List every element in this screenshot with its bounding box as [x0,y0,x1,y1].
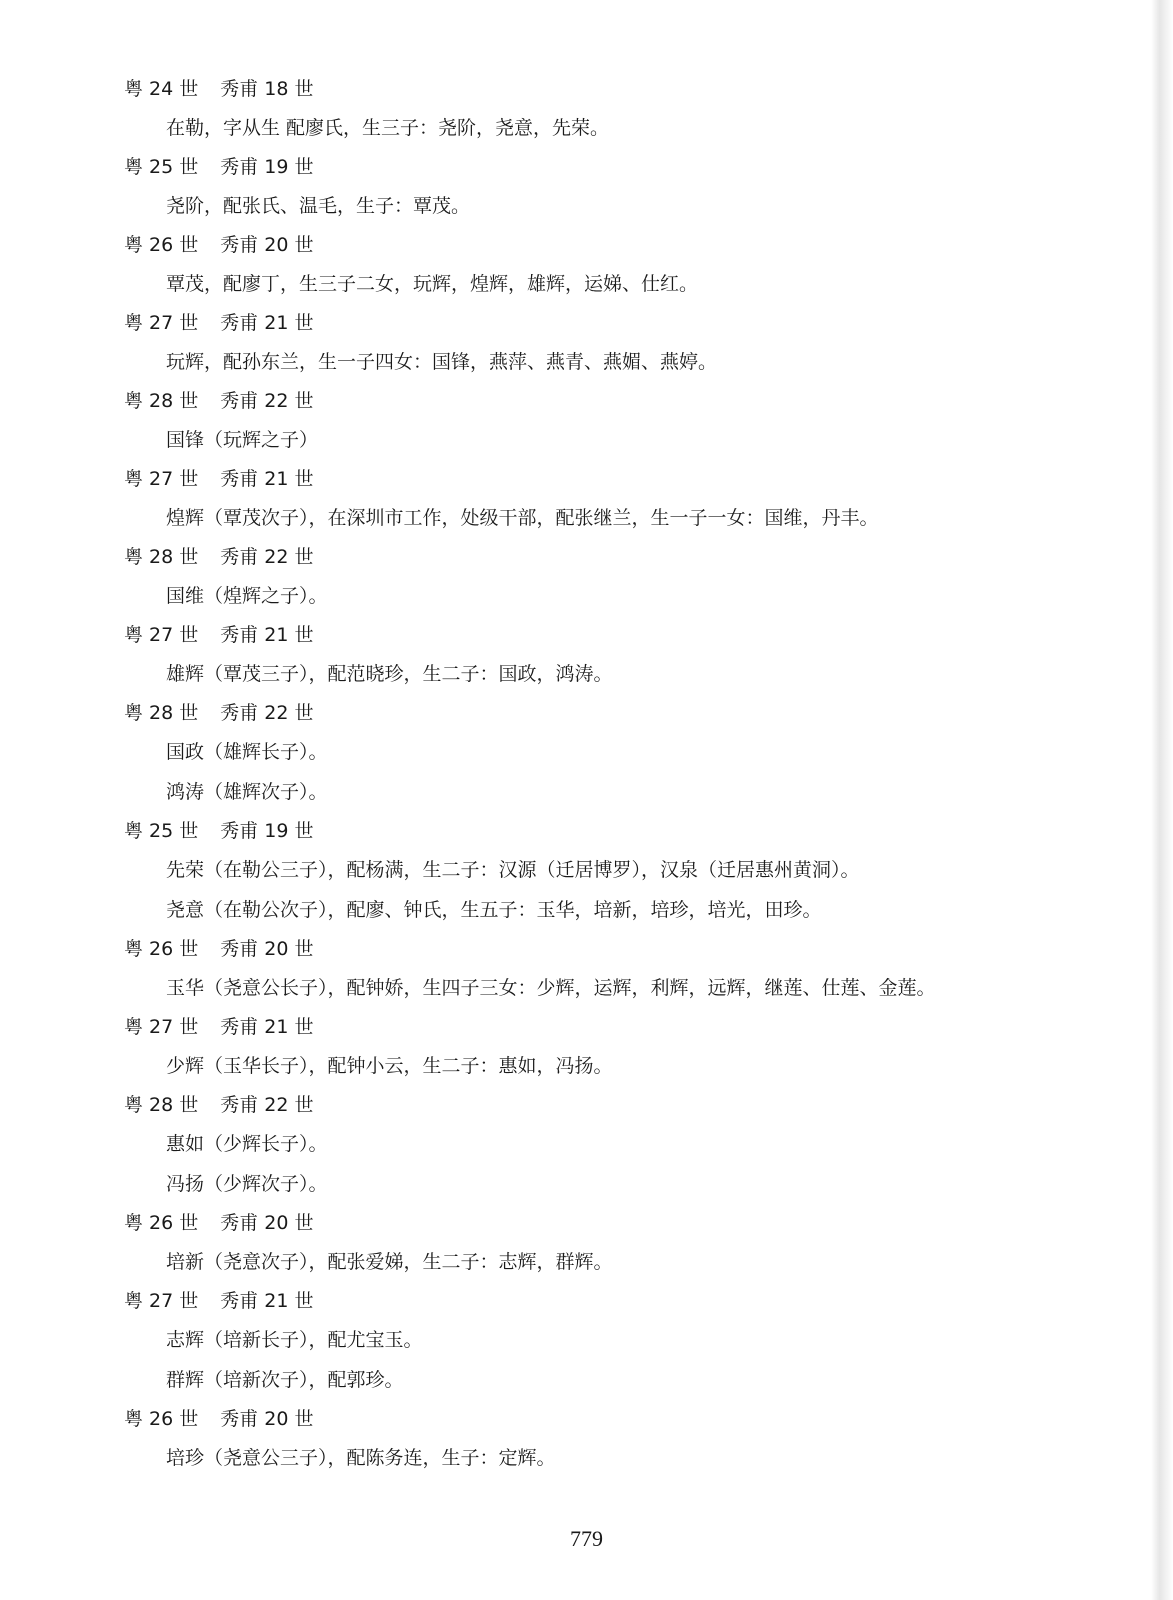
xiufu-generation: 秀甫 21 世 [220,468,314,490]
yue-generation: 粤 27 世 [124,624,199,646]
xiufu-generation: 秀甫 20 世 [220,938,314,960]
person-record: 培新（尧意次子），配张爱娣，生二子：志辉，群辉。 [166,1251,613,1273]
generation-heading [0,538,1173,576]
person-record: 鸿涛（雄辉次子）。 [166,781,328,803]
xiufu-generation: 秀甫 22 世 [220,546,314,568]
generation-heading [0,460,1173,498]
xiufu-generation: 秀甫 21 世 [220,624,314,646]
person-record: 冯扬（少辉次子）。 [166,1173,328,1195]
yue-generation: 粤 27 世 [124,468,199,490]
xiufu-generation: 秀甫 22 世 [220,702,314,724]
person-record: 少辉（玉华长子），配钟小云，生二子：惠如，冯扬。 [166,1055,613,1077]
generation-heading [0,616,1173,654]
xiufu-generation: 秀甫 22 世 [220,1094,314,1116]
yue-generation: 粤 26 世 [124,234,199,256]
person-record: 国锋（玩辉之子） [166,429,319,451]
generation-heading [0,694,1173,732]
person-record: 玩辉，配孙东兰，生一子四女：国锋，燕萍、燕青、燕媚、燕婷。 [166,351,718,373]
person-record: 煌辉（覃茂次子），在深圳市工作，处级干部，配张继兰，生一子一女：国维，丹丰。 [166,507,879,529]
xiufu-generation: 秀甫 18 世 [220,78,314,100]
person-record: 尧意（在勒公次子），配廖、钟氏，生五子：玉华，培新，培珍，培光，田珍。 [166,899,822,921]
person-record: 国维（煌辉之子）。 [166,585,328,607]
generation-heading [0,1400,1173,1438]
xiufu-generation: 秀甫 21 世 [220,312,314,334]
yue-generation: 粤 26 世 [124,938,199,960]
generation-heading [0,304,1173,342]
generation-heading [0,226,1173,264]
xiufu-generation: 秀甫 20 世 [220,234,314,256]
person-record: 雄辉（覃茂三子），配范晓珍，生二子：国政，鸿涛。 [166,663,613,685]
yue-generation: 粤 27 世 [124,1016,199,1038]
yue-generation: 粤 28 世 [124,1094,199,1116]
yue-generation: 粤 26 世 [124,1408,199,1430]
person-record: 国政（雄辉长子）。 [166,741,328,763]
generation-heading [0,70,1173,108]
yue-generation: 粤 27 世 [124,1290,199,1312]
genealogy-entries [0,70,1173,1478]
yue-generation: 粤 28 世 [124,390,199,412]
yue-generation: 粤 25 世 [124,820,199,842]
yue-generation: 粤 26 世 [124,1212,199,1234]
yue-generation: 粤 27 世 [124,312,199,334]
xiufu-generation: 秀甫 21 世 [220,1290,314,1312]
generation-heading [0,1086,1173,1124]
xiufu-generation: 秀甫 20 世 [220,1408,314,1430]
person-record: 群辉（培新次子），配郭珍。 [166,1369,404,1391]
generation-heading [0,148,1173,186]
generation-heading [0,1282,1173,1320]
xiufu-generation: 秀甫 20 世 [220,1212,314,1234]
xiufu-generation: 秀甫 22 世 [220,390,314,412]
page-number: 779 [570,1526,603,1551]
yue-generation: 粤 28 世 [124,702,199,724]
person-record: 在勒，字从生 配廖氏，生三子：尧阶，尧意，先荣。 [166,117,610,139]
person-record: 尧阶，配张氏、温毛，生子：覃茂。 [166,195,471,217]
person-record: 惠如（少辉长子）。 [166,1133,328,1155]
yue-generation: 粤 28 世 [124,546,199,568]
generation-heading [0,1204,1173,1242]
generation-heading [0,382,1173,420]
generation-heading [0,1008,1173,1046]
xiufu-generation: 秀甫 19 世 [220,820,314,842]
yue-generation: 粤 25 世 [124,156,199,178]
person-record: 培珍（尧意公三子），配陈务连，生子：定辉。 [166,1447,556,1469]
person-record: 覃茂，配廖丁，生三子二女，玩辉，煌辉，雄辉，运娣、仕红。 [166,273,699,295]
generation-heading [0,812,1173,850]
generation-heading [0,930,1173,968]
xiufu-generation: 秀甫 21 世 [220,1016,314,1038]
xiufu-generation: 秀甫 19 世 [220,156,314,178]
person-record: 玉华（尧意公长子），配钟娇，生四子三女：少辉，运辉，利辉，远辉，继莲、仕莲、金莲。 [166,977,936,999]
person-record: 先荣（在勒公三子），配杨满，生二子：汉源（迁居博罗），汉泉（迁居惠州黄洞）。 [166,859,860,881]
yue-generation: 粤 24 世 [124,78,199,100]
person-record: 志辉（培新长子），配尤宝玉。 [166,1329,423,1351]
